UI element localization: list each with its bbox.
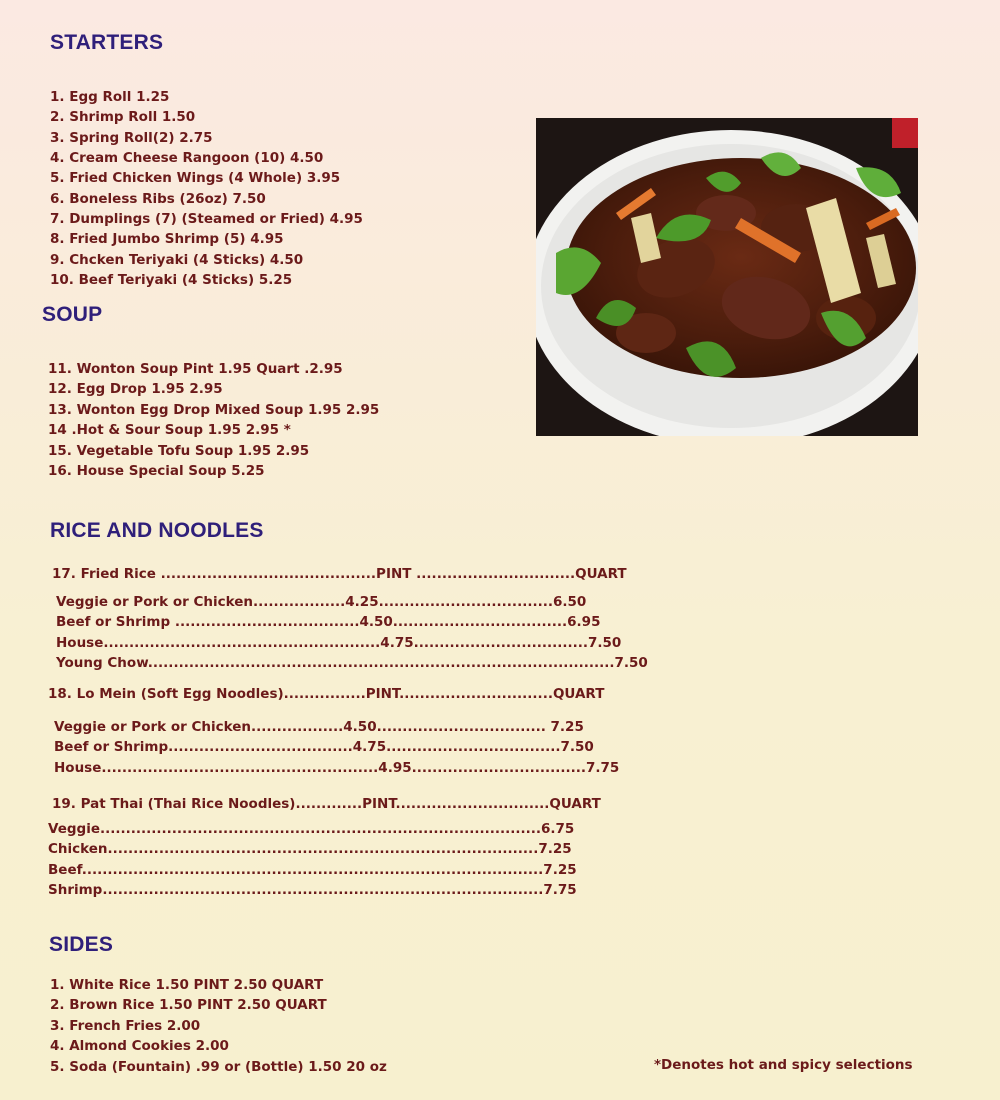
menu-item: 6. Boneless Ribs (26oz) 7.50 <box>50 191 266 207</box>
menu-item: 3. French Fries 2.00 <box>50 1018 201 1034</box>
menu-item: Beef..........................................................................................7.25 <box>48 862 577 878</box>
rice-noodles-heading: RICE AND NOODLES <box>50 519 264 542</box>
menu-item: Chicken....................................................................................7.25 <box>48 841 572 857</box>
menu-item: 12. Egg Drop 1.95 2.95 <box>48 381 223 397</box>
menu-item: 14 .Hot & Sour Soup 1.95 2.95 * <box>48 422 291 438</box>
menu-item: 4. Cream Cheese Rangoon (10) 4.50 <box>50 150 324 166</box>
menu-item: 2. Shrimp Roll 1.50 <box>50 109 196 125</box>
starters-heading: STARTERS <box>50 31 164 54</box>
menu-item: 1. White Rice 1.50 PINT 2.50 QUART <box>50 977 324 993</box>
menu-item: 16. House Special Soup 5.25 <box>48 463 265 479</box>
menu-item: 10. Beef Teriyaki (4 Sticks) 5.25 <box>50 272 293 288</box>
lo-mein-title: 18. Lo Mein (Soft Egg Noodles)................PINT..............................QUART <box>48 686 605 702</box>
menu-item: Veggie......................................................................................6.75 <box>48 821 575 837</box>
menu-item: Beef or Shrimp....................................4.75..................................7.50 <box>54 739 594 755</box>
menu-item: 5. Soda (Fountain) .99 or (Bottle) 1.50 20 oz <box>50 1059 387 1075</box>
menu-item: 15. Vegetable Tofu Soup 1.95 2.95 <box>48 443 310 459</box>
menu-item: 11. Wonton Soup Pint 1.95 Quart .2.95 <box>48 361 343 377</box>
menu-item: House......................................................4.95..................................7.75 <box>54 760 620 776</box>
menu-item: House......................................................4.75..................................7.50 <box>56 635 622 651</box>
menu-item: Veggie or Pork or Chicken..................4.25..................................6.50 <box>56 594 587 610</box>
fried-rice-title: 17. Fried Rice ..........................................PINT ...............................QUART <box>52 566 627 582</box>
menu-item: Veggie or Pork or Chicken..................4.50................................. 7.25 <box>54 719 584 735</box>
menu-item: Young Chow...........................................................................................7.50 <box>56 655 648 671</box>
menu-item: 3. Spring Roll(2) 2.75 <box>50 130 213 146</box>
menu-item: 9. Chcken Teriyaki (4 Sticks) 4.50 <box>50 252 304 268</box>
menu-item: Shrimp......................................................................................7.75 <box>48 882 577 898</box>
food-photo <box>536 118 918 436</box>
spicy-footnote: *Denotes hot and spicy selections <box>654 1057 913 1073</box>
menu-item: 4. Almond Cookies 2.00 <box>50 1038 229 1054</box>
menu-item: Beef or Shrimp ....................................4.50..................................6.95 <box>56 614 601 630</box>
beef-stir-fry-image <box>536 118 918 436</box>
soup-heading: SOUP <box>42 303 103 326</box>
menu-item: 7. Dumplings (7) (Steamed or Fried) 4.95 <box>50 211 363 227</box>
menu-item: 2. Brown Rice 1.50 PINT 2.50 QUART <box>50 997 327 1013</box>
menu-item: 5. Fried Chicken Wings (4 Whole) 3.95 <box>50 170 341 186</box>
menu-item: 8. Fried Jumbo Shrimp (5) 4.95 <box>50 231 284 247</box>
menu-item: 1. Egg Roll 1.25 <box>50 89 170 105</box>
menu-item: 13. Wonton Egg Drop Mixed Soup 1.95 2.95 <box>48 402 380 418</box>
sides-heading: SIDES <box>49 933 114 956</box>
pat-thai-title: 19. Pat Thai (Thai Rice Noodles).............PINT..............................QUART <box>52 796 601 812</box>
